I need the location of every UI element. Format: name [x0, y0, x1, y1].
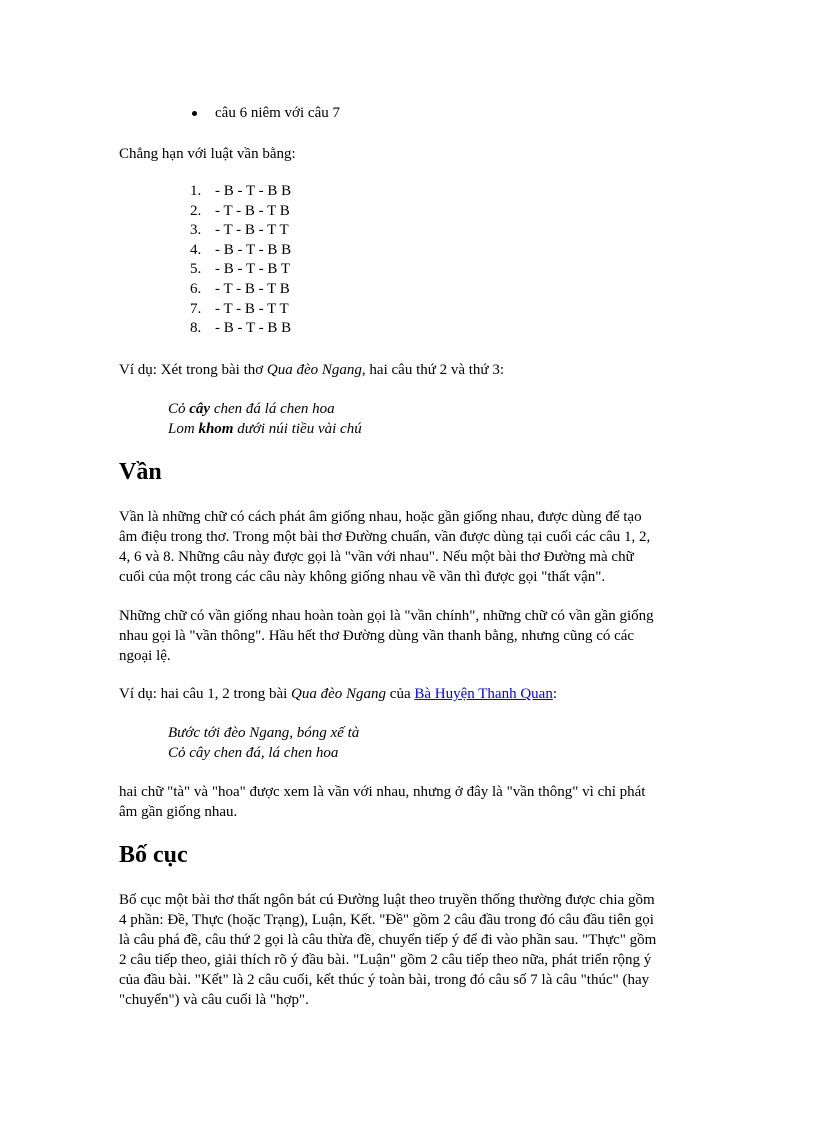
pattern-list-text: - T - B - T B: [215, 202, 290, 219]
example1-quote: [168, 399, 362, 439]
pattern-list-item: [190, 299, 291, 319]
example1-suffix: , hai câu thứ 2 và thứ 3:: [361, 362, 504, 378]
pattern-list-text: - B - T - B T: [215, 261, 291, 278]
pattern-list-item: [190, 181, 291, 201]
pattern-list-number: 4.: [190, 241, 202, 258]
van-paragraph-2: [119, 606, 699, 666]
quote1-line1-a: Cỏ: [168, 401, 190, 417]
pattern-list-number: 5.: [190, 261, 202, 278]
example1-prefix: Ví dụ: Xét trong bài thơ: [119, 362, 267, 378]
example2-title: Qua đèo Ngang: [291, 686, 387, 702]
bocuc-paragraph: [119, 890, 699, 1010]
bullet-dot-icon: [192, 111, 197, 116]
example1-paragraph: [119, 360, 699, 380]
example1-title: Qua đèo Ngang: [266, 362, 362, 378]
quote1-line2-c: dưới núi tiều vài chú: [233, 421, 362, 437]
pattern-list-text: - B - T - B B: [215, 320, 292, 337]
van-paragraph-1: [119, 507, 699, 587]
quote1-line2-a: Lom: [168, 421, 199, 437]
pattern-list-item: [190, 279, 291, 299]
example2-prefix: Ví dụ: hai câu 1, 2 trong bài: [119, 686, 292, 702]
paragraph-line: âm điệu trong thơ. Trong một bài thơ Đường chuẩn, vần được dùng tại cuối các câu 1, 2,: [119, 529, 651, 545]
author-link[interactable]: Bà Huyện Thanh Quan: [414, 686, 553, 702]
paragraph-line: âm gần giống nhau.: [119, 804, 238, 820]
paragraph-line: nhau gọi là "vần thông". Hầu hết thơ Đường dùng vần thanh bằng, nhưng cũng có các: [119, 628, 635, 644]
pattern-list-item: [190, 259, 291, 279]
example2-mid: của: [386, 686, 415, 702]
paragraph-line: là câu phá đề, câu thứ 2 gọi là câu thừa đề, chuyển tiếp ý để đi vào phần sau. "Thực" gồm: [119, 932, 657, 948]
quote1-line1: [168, 399, 362, 419]
pattern-list-item: [190, 318, 291, 338]
quote1-line1-bold: cây: [189, 401, 211, 417]
quote2-line2: Cỏ cây chen đá, lá chen hoa: [168, 745, 339, 761]
paragraph-line: "chuyển") và câu cuối là "hợp".: [119, 992, 309, 1008]
paragraph-line: Vần là những chữ có cách phát âm giống nhau, hoặc gần giống nhau, được dùng để tạo: [119, 509, 642, 525]
pattern-list-number: 1.: [190, 183, 202, 199]
pattern-list-item: [190, 220, 291, 240]
paragraph-line: cuối của một trong các câu này không giống nhau về vần thì được gọi "thất vận".: [119, 569, 606, 585]
heading-bocuc: Bố cục: [119, 842, 188, 868]
example2-suffix: :: [552, 686, 557, 702]
pattern-list-number: 8.: [190, 320, 202, 337]
pattern-list-item: [190, 201, 291, 221]
paragraph-line: ngoại lệ.: [119, 648, 171, 664]
quote1-line2-bold: khom: [198, 421, 234, 437]
intro-paragraph: Chẳng hạn với luật vần bằng:: [119, 146, 296, 162]
paragraph-line: Những chữ có vần giống nhau hoàn toàn gọi là "vần chính", những chữ có vần gần giống: [119, 608, 654, 624]
pattern-list-text: - B - T - B B: [215, 241, 292, 258]
pattern-list-text: - T - B - T B: [215, 280, 290, 297]
pattern-list-number: 3.: [190, 222, 202, 239]
example2-quote: [168, 723, 359, 763]
pattern-list-item: [190, 240, 291, 260]
example2-paragraph: [119, 684, 699, 704]
van-paragraph-3: [119, 782, 699, 822]
pattern-list-number: 6.: [190, 280, 202, 297]
pattern-list-number: 2.: [190, 202, 202, 219]
quote1-line2: [168, 419, 362, 439]
paragraph-line: hai chữ "tà" và "hoa" được xem là vần với nhau, nhưng ở đây là "vần thông" vì chỉ phát: [119, 784, 646, 800]
pattern-list-text: - T - B - T T: [215, 222, 289, 239]
pattern-list-text: - B - T - B B: [215, 183, 292, 199]
quote1-line1-c: chen đá lá chen hoa: [210, 401, 335, 417]
pattern-list-text: - T - B - T T: [215, 300, 289, 317]
heading-van: Vần: [119, 459, 162, 485]
paragraph-line: 4 phần: Đề, Thực (hoặc Trạng), Luận, Kết. "Đề" gồm 2 câu đầu trong đó câu đầu tiên gọi: [119, 912, 654, 928]
quote2-line1: Bước tới đèo Ngang, bóng xế tà: [168, 725, 360, 741]
bullet-text: câu 6 niêm với câu 7: [215, 105, 340, 121]
paragraph-line: của đầu bài. "Kết" là 2 câu cuối, kết thúc ý toàn bài, trong đó câu số 7 là câu "thúc" (hay: [119, 972, 650, 988]
pattern-list-number: 7.: [190, 300, 202, 317]
paragraph-line: Bố cục một bài thơ thất ngôn bát cú Đường luật theo truyền thống thường được chia gồm: [119, 892, 655, 908]
paragraph-line: 2 câu tiếp theo, giải thích rõ ý đầu bài. "Luận" gồm 2 câu tiếp theo nữa, phát triển rộng ý: [119, 952, 652, 968]
paragraph-line: 4, 6 và 8. Những câu này được gọi là "vần với nhau". Nếu một bài thơ Đường mà chữ: [119, 549, 634, 565]
pattern-list: [190, 181, 291, 338]
